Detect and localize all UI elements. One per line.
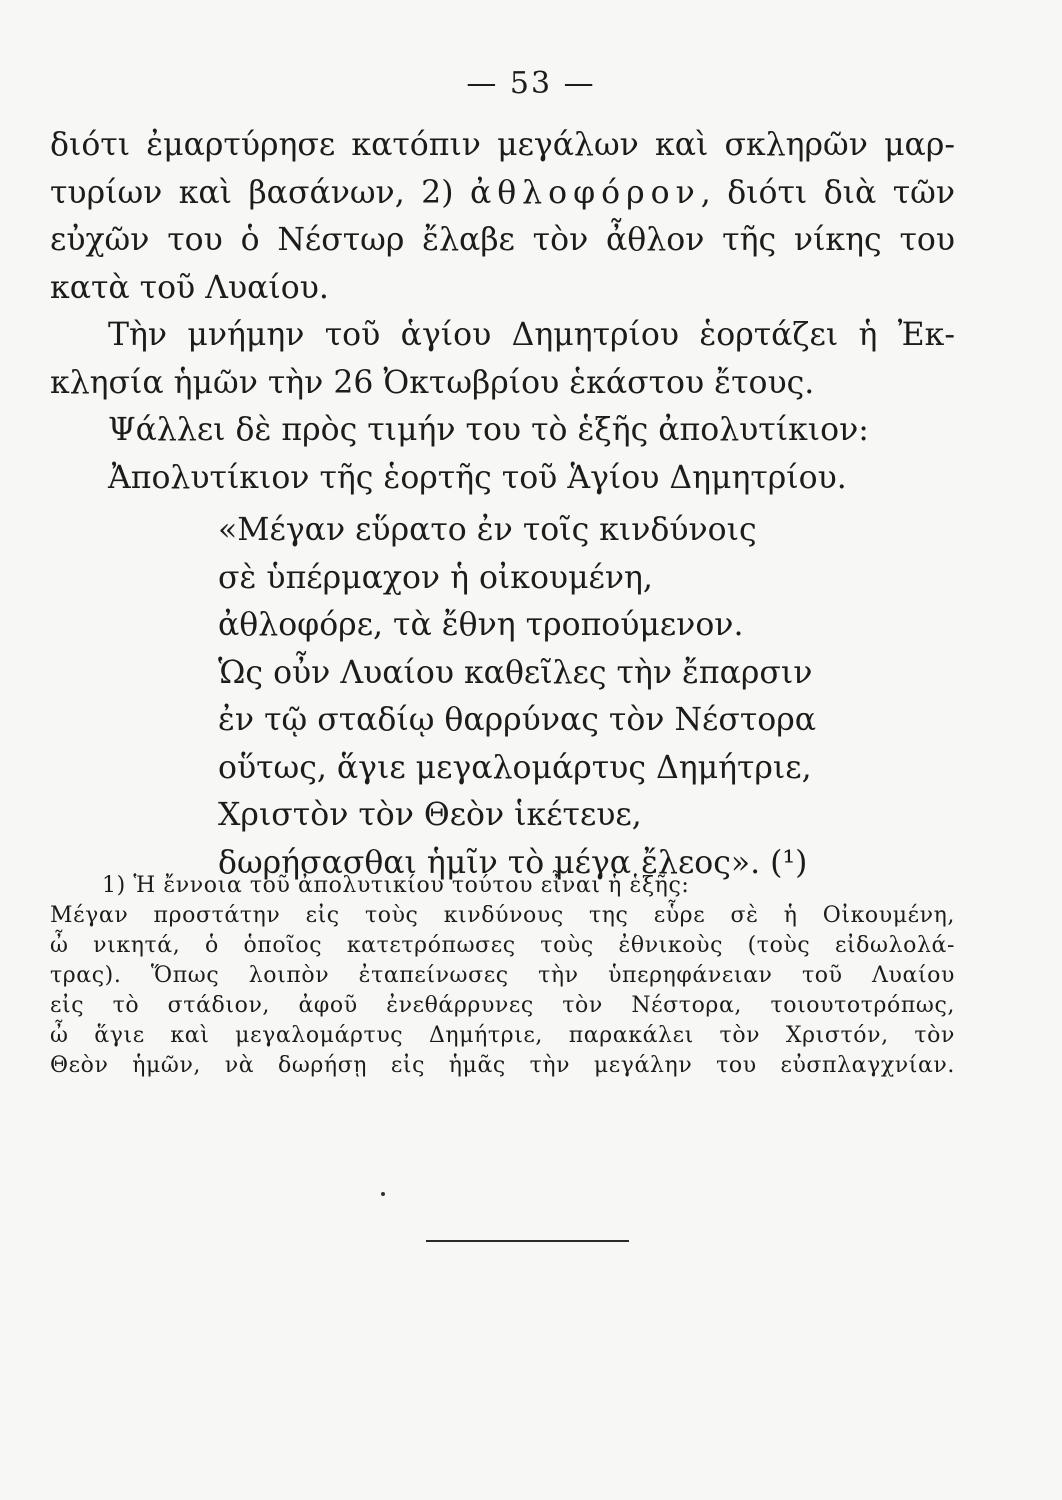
- main-text: [50, 122, 955, 502]
- footnote-line: ὦ νικητά, ὁ ὁποῖος κατετρόπωσες τοὺς ἐθνικοὺς (τοὺς εἰδωλολά-: [50, 933, 955, 958]
- page-number: — 53 —: [466, 66, 596, 101]
- footnote-line: εἰς τὸ στάδιον, ἀφοῦ ἐνεθάρρυνες τὸν Νέστορα, τοιουτοτρόπως,: [50, 993, 955, 1018]
- text-segment: τυρίων καὶ βασάνων, 2): [50, 174, 454, 211]
- text-line: Ψάλλει δὲ πρὸς τιμήν του τὸ ἑξῆς ἀπολυτίκιον:: [108, 412, 869, 448]
- hymn-text: [218, 507, 816, 887]
- text-line: διότι ἐμαρτύρησε κατόπιν μεγάλων καὶ σκληρῶν μαρ-: [50, 127, 955, 163]
- ink-dot: [381, 1192, 385, 1196]
- hymn-line: «Μέγαν εὕρατο ἐν τοῖς κινδύνοις: [218, 512, 757, 548]
- emphasized-word: ἀθλοφόρον: [469, 174, 701, 211]
- text-line: Τὴν μνήμην τοῦ ἁγίου Δημητρίου ἑορτάζει ἡ Ἐκ-: [108, 317, 955, 353]
- footnote-line: 1) Ἡ ἔννοια τοῦ ἀπολυτικίου τούτου εἶναι ἡ ἑξῆς:: [102, 873, 690, 898]
- hymn-line: σὲ ὑπέρμαχον ἡ οἰκουμένη,: [218, 559, 653, 596]
- footnote: [50, 871, 955, 1081]
- section-heading: Ἀπολυτίκιον τῆς ἑορτῆς τοῦ Ἁγίου Δημητρίου.: [108, 459, 847, 496]
- footnote-line: Μέγαν προστάτην εἰς τοὺς κινδύνους της εὗρε σὲ ἡ Οἰκουμένη,: [50, 903, 955, 928]
- hymn-line: Χριστὸν τὸν Θεὸν ἱκέτευε,: [218, 797, 642, 833]
- hymn-line: ἀθλοφόρε, τὰ ἔθνη τροπούμενον.: [218, 607, 744, 643]
- text-line: κλησία ἡμῶν τὴν 26 Ὀκτωβρίου ἑκάστου ἔτους.: [50, 364, 815, 401]
- text-line: κατὰ τοῦ Λυαίου.: [50, 269, 329, 306]
- text-segment: , διότι διὰ τῶν: [700, 174, 955, 211]
- section-divider: [426, 1240, 629, 1242]
- footnote-line: Θεὸν ἡμῶν, νὰ δωρήσῃ εἰς ἡμᾶς τὴν μεγάλην του εὐσπλαγχνίαν.: [50, 1053, 955, 1078]
- hymn-line: Ὡς οὖν Λυαίου καθεῖλες τὴν ἔπαρσιν: [218, 654, 813, 691]
- hymn-line: οὕτως, ἅγιε μεγαλομάρτυς Δημήτριε,: [218, 749, 812, 786]
- hymn-line: ἐν τῷ σταδίῳ θαρρύνας τὸν Νέστορα: [218, 702, 817, 738]
- hymn-line: δωρήσασθαι ἡμῖν τὸ μέγα ἔλεος». (¹): [218, 844, 808, 881]
- text-line-with-emphasis: [50, 170, 955, 218]
- footnote-line: τρας). Ὅπως λοιπὸν ἐταπείνωσες τὴν ὑπερηφάνειαν τοῦ Λυαίου: [50, 963, 955, 988]
- footnote-line: ὦ ἅγιε καὶ μεγαλομάρτυς Δημήτριε, παρακάλει τὸν Χριστόν, τὸν: [50, 1023, 955, 1048]
- text-line: εὐχῶν του ὁ Νέστωρ ἔλαβε τὸν ἆθλον τῆς νίκης του: [50, 222, 955, 258]
